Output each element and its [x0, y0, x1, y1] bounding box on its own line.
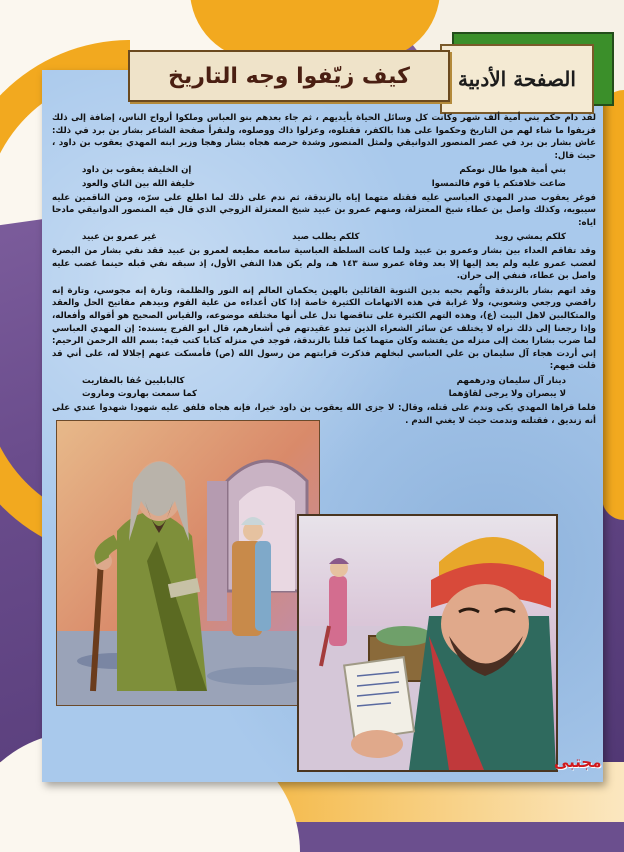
- orange-band-right: [602, 90, 624, 520]
- paragraph: وقد تفاقم العداء بين بشار وعمرو بن عبيد ولما كانت السلطة العباسية سامعه مطيعه لعمرو بن عبيد فقد نفي بشار من البصرة لغضب عمرو عليه ولم يعد إليها إلا بعد وفاة عمرو سنة ١٤٣ هـ، ولم يكن هذا النفي الأول، إذ سبقه نفي قبله حينما غضب عليه واصل بن عطاء، فنفي إلى حران.: [52, 245, 597, 282]
- verse-hemistich: خليفة الله بين الناي والعود: [82, 178, 195, 189]
- verse-hemistich: ضاعت خلافتكم يا قوم فالتمسوا: [431, 178, 566, 189]
- paragraph: فلما قراها المهدي بكى وندم على قتله، وقال: لا جزى الله يعقوب بن داود خيرا، فإنه هجاه فلفق عليه شهودا شهدوا عندي على أنه زنديق ، فقتلته وندمت حيث لا يغني الندم .: [52, 403, 596, 426]
- verse-hemistich: بني أمية هبوا طال نومكم: [459, 165, 566, 176]
- verse-line: [82, 388, 566, 401]
- verse-hemistich: كما سمعت بهاروت وماروت: [82, 389, 197, 400]
- paragraph: فوغر يعقوب صدر المهدي العباسي عليه فقتله متهما إياه بالزندقة، ثم ندم على ذلك لما اطلع على سرّه، ومن الناقمين عليه سيبويه، وكذلك واصل بن عطاء شيخ المعتزلة، ومنهم عمرو بن عبيد شيخ المعتزلة الزوجي الذي قال فيه المنصور الدوانيقي مادحا اياه:: [52, 192, 596, 228]
- paragraph: وقد اتهم بشار بالزندقة واتُّهم بحبه بدين الثنوية القائلين بالهين يحكمان العالم إنه النور والظلمة، وتارة إنه مجوسي، وتارة إنه رافضي ورجعي وشعوبي، ولا غرابة في هذه الاتهامات الكثيرة خاصة إذا كان أعداءه من علية القوم وبيدهم مفاتيح الحل والعقد والمتكالبين لاهل البيت (ع)، وهذه التهم الكثيرة على تناقضها تدل على أنها مختلفه موضوعه، والقياس الصحيح هو أقواله وأفعاله، وإذا رجعنا إلى ذلك نراه لا يختلف عن سائر الشعراء الذين تبدو عقيدتهم في أشعارهم، قال ابو الفرج يسنده: إن المهدي العباسي لما ضرب بشارا بعث إلى منزله من يفتشه وكان متهما كما قلنا بالزندقة، فوجد في منزله كتابا كتب فيه: بسم الله الرحمن الرحيم: إني أردت هجاء آل سليمان بن علي العباسي لبخلهم فذكرت قرابتهم من رسول الله (ص) فأمسكت عنهم إجلالا له، على أني قد قلت فيهم:: [52, 285, 596, 372]
- magazine-logo: مجتبى: [554, 753, 602, 771]
- old-man-with-staff-illustration: [56, 420, 320, 706]
- illustration-art: [299, 516, 556, 770]
- section-tab: [440, 32, 610, 112]
- verse-hemistich: دينار آل سليمان ودرهمهم: [456, 375, 566, 386]
- verse-hemistich: كلكم يمشي رويد: [494, 232, 566, 243]
- title-banner: [128, 50, 450, 102]
- verse-hemistich: لا يبصران ولا يرجى لقاؤهما: [448, 389, 566, 400]
- verse-hemistich: كلكم يطلب صيد: [292, 232, 360, 243]
- verse-line: [82, 178, 566, 191]
- verse-hemistich: إن الخليفة يعقوب بن داود: [82, 165, 192, 176]
- section-label: الصفحة الأدبية: [458, 67, 576, 91]
- verse-line: [82, 164, 566, 177]
- section-tab-front: [440, 44, 594, 114]
- verse-line: [82, 375, 566, 388]
- article-body: [52, 112, 596, 429]
- illustration-art: [57, 421, 319, 705]
- verse-hemistich: غير عمرو بن عبيد: [82, 232, 157, 243]
- article-title: كيف زيّفوا وجه التاريخ: [168, 63, 410, 89]
- verse-hemistich: كالبابليين حُفا بالعفاريت: [82, 375, 185, 386]
- paragraph: لقد دام حكم بني أمية ألف شهر وكانت كل وسائل الحياة بأيديهم ، ثم جاء بعدهم بنو العباس وملكوا أرواح الناس، إضافة إلى ذلك فزيفوا ما شاء لهم من التاريخ وحكموا على هذا بالكفر، فقتلوه، وعزلوا ذاك ووصلوه، ولنقرأ صفحة الشاعر بشار بن برد في ذلك: عاش بشار بن برد في عصر المنصور الدوانيقي ولمثل المنصور وشدة حرصه هجاه بشار وهجا وزير ابنه المهدي يعقوب بن داود ، حيث قال:: [52, 113, 596, 161]
- man-reading-letter-illustration: [297, 514, 558, 772]
- verse-line: [82, 231, 566, 244]
